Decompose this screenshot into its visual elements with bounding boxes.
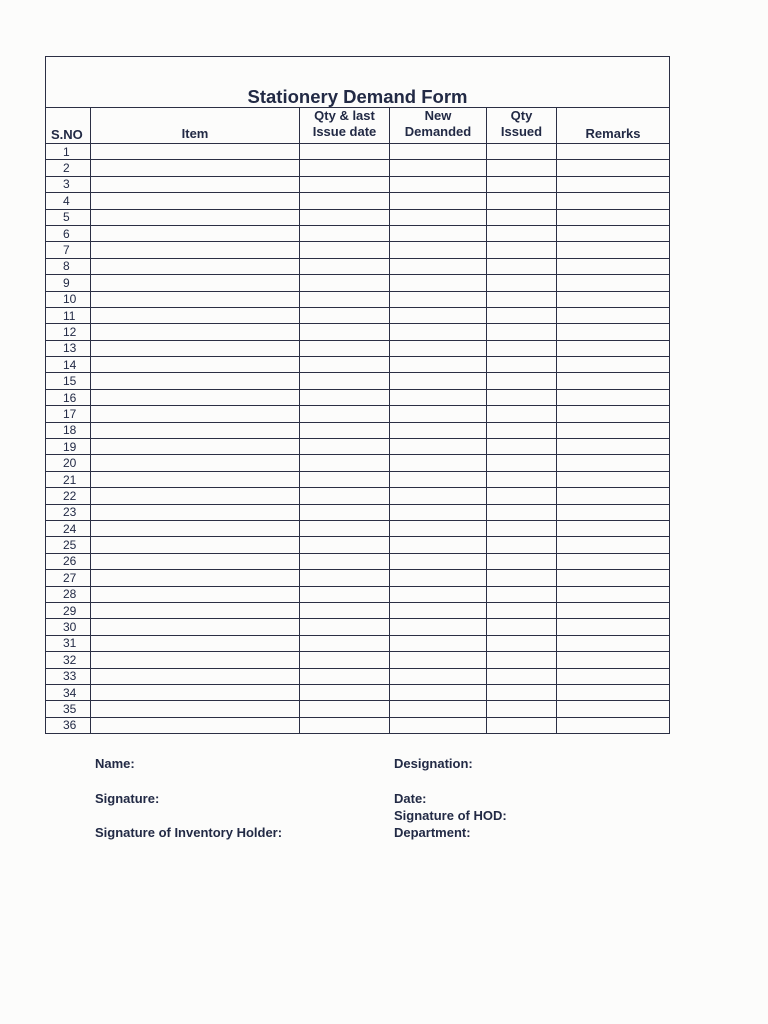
item-cell[interactable] <box>91 439 300 455</box>
table-row <box>46 291 670 307</box>
table-row <box>46 373 670 389</box>
new-demanded-cell[interactable] <box>390 717 487 733</box>
item-cell[interactable] <box>91 373 300 389</box>
item-cell[interactable] <box>91 291 300 307</box>
remarks-cell[interactable] <box>557 570 670 586</box>
table-row <box>46 422 670 438</box>
new-demanded-cell[interactable] <box>390 652 487 668</box>
item-cell[interactable] <box>91 504 300 520</box>
designation-label: Designation: <box>394 756 473 771</box>
new-demanded-cell[interactable] <box>390 209 487 225</box>
qty-issued-cell[interactable] <box>487 275 557 291</box>
qty-issued-cell[interactable] <box>487 324 557 340</box>
item-cell[interactable] <box>91 209 300 225</box>
item-cell[interactable] <box>91 586 300 602</box>
item-cell[interactable] <box>91 537 300 553</box>
new-demanded-cell[interactable] <box>390 160 487 176</box>
qty-issued-cell[interactable] <box>487 701 557 717</box>
item-cell[interactable] <box>91 455 300 471</box>
header-item: Item <box>91 108 300 144</box>
item-cell[interactable] <box>91 406 300 422</box>
qty-last-issue-cell[interactable] <box>300 455 390 471</box>
qty-issued-cell[interactable] <box>487 602 557 618</box>
new-demanded-cell[interactable] <box>390 455 487 471</box>
qty-last-issue-cell[interactable] <box>300 422 390 438</box>
table-row <box>46 406 670 422</box>
table-row <box>46 176 670 192</box>
qty-last-issue-cell[interactable] <box>300 586 390 602</box>
new-demanded-cell[interactable] <box>390 422 487 438</box>
item-cell[interactable] <box>91 717 300 733</box>
qty-last-issue-cell[interactable] <box>300 701 390 717</box>
row-number-cell: 34 <box>46 684 91 700</box>
row-number-cell: 5 <box>46 209 91 225</box>
table-row <box>46 553 670 569</box>
remarks-cell[interactable] <box>557 652 670 668</box>
qty-last-issue-cell[interactable] <box>300 389 390 405</box>
qty-issued-cell[interactable] <box>487 668 557 684</box>
remarks-cell[interactable] <box>557 553 670 569</box>
qty-last-issue-cell[interactable] <box>300 570 390 586</box>
new-demanded-cell[interactable] <box>390 340 487 356</box>
qty-last-issue-cell[interactable] <box>300 357 390 373</box>
remarks-cell[interactable] <box>557 488 670 504</box>
row-number-cell: 26 <box>46 553 91 569</box>
row-number-cell: 23 <box>46 504 91 520</box>
new-demanded-cell[interactable] <box>390 570 487 586</box>
remarks-cell[interactable] <box>557 209 670 225</box>
row-number-cell: 36 <box>46 717 91 733</box>
remarks-cell[interactable] <box>557 406 670 422</box>
row-number-cell: 4 <box>46 193 91 209</box>
remarks-cell[interactable] <box>557 439 670 455</box>
new-demanded-cell[interactable] <box>390 324 487 340</box>
qty-issued-cell[interactable] <box>487 225 557 241</box>
new-demanded-cell[interactable] <box>390 537 487 553</box>
qty-issued-cell[interactable] <box>487 570 557 586</box>
remarks-cell[interactable] <box>557 258 670 274</box>
row-number-cell: 29 <box>46 602 91 618</box>
header-qty-last-line1: Qty & last <box>314 108 375 123</box>
qty-last-issue-cell[interactable] <box>300 225 390 241</box>
header-sno: S.NO <box>46 108 91 144</box>
signature-label: Signature: <box>95 791 160 806</box>
table-row <box>46 652 670 668</box>
new-demanded-cell[interactable] <box>390 193 487 209</box>
row-number-cell: 7 <box>46 242 91 258</box>
table-row <box>46 570 670 586</box>
new-demanded-cell[interactable] <box>390 258 487 274</box>
table-row <box>46 389 670 405</box>
qty-issued-cell[interactable] <box>487 684 557 700</box>
row-number-cell: 13 <box>46 340 91 356</box>
row-number-cell: 18 <box>46 422 91 438</box>
row-number-cell: 12 <box>46 324 91 340</box>
new-demanded-cell[interactable] <box>390 291 487 307</box>
remarks-cell[interactable] <box>557 635 670 651</box>
item-cell[interactable] <box>91 324 300 340</box>
qty-last-issue-cell[interactable] <box>300 340 390 356</box>
department-label: Department: <box>394 825 471 840</box>
table-row <box>46 537 670 553</box>
item-cell[interactable] <box>91 635 300 651</box>
remarks-cell[interactable] <box>557 193 670 209</box>
table-row <box>46 324 670 340</box>
remarks-cell[interactable] <box>557 291 670 307</box>
qty-last-issue-cell[interactable] <box>300 537 390 553</box>
row-number-cell: 31 <box>46 635 91 651</box>
remarks-cell[interactable] <box>557 717 670 733</box>
new-demanded-cell[interactable] <box>390 373 487 389</box>
remarks-cell[interactable] <box>557 340 670 356</box>
item-cell[interactable] <box>91 176 300 192</box>
row-number-cell: 27 <box>46 570 91 586</box>
item-cell[interactable] <box>91 242 300 258</box>
qty-issued-cell[interactable] <box>487 340 557 356</box>
qty-last-issue-cell[interactable] <box>300 684 390 700</box>
qty-issued-cell[interactable] <box>487 586 557 602</box>
new-demanded-cell[interactable] <box>390 668 487 684</box>
table-row <box>46 586 670 602</box>
item-cell[interactable] <box>91 619 300 635</box>
remarks-cell[interactable] <box>557 701 670 717</box>
qty-last-issue-cell[interactable] <box>300 373 390 389</box>
qty-issued-cell[interactable] <box>487 357 557 373</box>
remarks-cell[interactable] <box>557 586 670 602</box>
item-cell[interactable] <box>91 357 300 373</box>
item-cell[interactable] <box>91 701 300 717</box>
new-demanded-cell[interactable] <box>390 144 487 160</box>
qty-last-issue-cell[interactable] <box>300 193 390 209</box>
qty-last-issue-cell[interactable] <box>300 324 390 340</box>
qty-last-issue-cell[interactable] <box>300 291 390 307</box>
table-row <box>46 520 670 536</box>
row-number-cell: 35 <box>46 701 91 717</box>
stationery-demand-table <box>45 56 670 734</box>
row-number-cell: 15 <box>46 373 91 389</box>
remarks-cell[interactable] <box>557 537 670 553</box>
row-number-cell: 11 <box>46 307 91 323</box>
signature-hod-label: Signature of HOD: <box>394 808 507 823</box>
table-row <box>46 619 670 635</box>
qty-issued-cell[interactable] <box>487 209 557 225</box>
remarks-cell[interactable] <box>557 422 670 438</box>
new-demanded-cell[interactable] <box>390 275 487 291</box>
new-demanded-cell[interactable] <box>390 684 487 700</box>
header-qty-last-line2: Issue date <box>312 124 377 139</box>
signature-inventory-holder-label: Signature of Inventory Holder: <box>95 825 283 840</box>
qty-last-issue-cell[interactable] <box>300 307 390 323</box>
qty-last-issue-cell[interactable] <box>300 520 390 536</box>
qty-last-issue-cell[interactable] <box>300 406 390 422</box>
new-demanded-cell[interactable] <box>390 602 487 618</box>
qty-last-issue-cell[interactable] <box>300 258 390 274</box>
qty-issued-cell[interactable] <box>487 160 557 176</box>
new-demanded-cell[interactable] <box>390 307 487 323</box>
qty-last-issue-cell[interactable] <box>300 504 390 520</box>
row-number-cell: 16 <box>46 389 91 405</box>
row-number-cell: 21 <box>46 471 91 487</box>
remarks-cell[interactable] <box>557 324 670 340</box>
remarks-cell[interactable] <box>557 471 670 487</box>
remarks-cell[interactable] <box>557 307 670 323</box>
qty-issued-cell[interactable] <box>487 471 557 487</box>
table-row <box>46 602 670 618</box>
qty-issued-cell[interactable] <box>487 307 557 323</box>
qty-last-issue-cell[interactable] <box>300 242 390 258</box>
remarks-cell[interactable] <box>557 389 670 405</box>
item-cell[interactable] <box>91 553 300 569</box>
qty-last-issue-cell[interactable] <box>300 717 390 733</box>
remarks-cell[interactable] <box>557 520 670 536</box>
qty-issued-cell[interactable] <box>487 520 557 536</box>
qty-last-issue-cell[interactable] <box>300 471 390 487</box>
new-demanded-cell[interactable] <box>390 553 487 569</box>
qty-issued-cell[interactable] <box>487 193 557 209</box>
remarks-cell[interactable] <box>557 684 670 700</box>
item-cell[interactable] <box>91 422 300 438</box>
qty-last-issue-cell[interactable] <box>300 144 390 160</box>
qty-last-issue-cell[interactable] <box>300 619 390 635</box>
new-demanded-cell[interactable] <box>390 389 487 405</box>
item-cell[interactable] <box>91 488 300 504</box>
header-qty-last-issue <box>300 108 390 144</box>
qty-issued-cell[interactable] <box>487 537 557 553</box>
remarks-cell[interactable] <box>557 160 670 176</box>
qty-last-issue-cell[interactable] <box>300 553 390 569</box>
table-body <box>46 144 670 734</box>
table-row <box>46 275 670 291</box>
item-cell[interactable] <box>91 340 300 356</box>
row-number-cell: 20 <box>46 455 91 471</box>
qty-issued-cell[interactable] <box>487 504 557 520</box>
row-number-cell: 28 <box>46 586 91 602</box>
new-demanded-cell[interactable] <box>390 701 487 717</box>
item-cell[interactable] <box>91 652 300 668</box>
item-cell[interactable] <box>91 275 300 291</box>
table-row <box>46 307 670 323</box>
new-demanded-cell[interactable] <box>390 488 487 504</box>
table-row <box>46 258 670 274</box>
table-row <box>46 225 670 241</box>
new-demanded-cell[interactable] <box>390 242 487 258</box>
item-cell[interactable] <box>91 668 300 684</box>
remarks-cell[interactable] <box>557 619 670 635</box>
new-demanded-cell[interactable] <box>390 176 487 192</box>
item-cell[interactable] <box>91 602 300 618</box>
qty-issued-cell[interactable] <box>487 553 557 569</box>
table-row <box>46 684 670 700</box>
row-number-cell: 14 <box>46 357 91 373</box>
table-row <box>46 717 670 733</box>
item-cell[interactable] <box>91 389 300 405</box>
new-demanded-cell[interactable] <box>390 635 487 651</box>
item-cell[interactable] <box>91 258 300 274</box>
qty-issued-cell[interactable] <box>487 258 557 274</box>
qty-issued-cell[interactable] <box>487 176 557 192</box>
remarks-cell[interactable] <box>557 602 670 618</box>
remarks-cell[interactable] <box>557 176 670 192</box>
qty-issued-cell[interactable] <box>487 635 557 651</box>
item-cell[interactable] <box>91 684 300 700</box>
row-number-cell: 9 <box>46 275 91 291</box>
qty-issued-cell[interactable] <box>487 422 557 438</box>
qty-issued-cell[interactable] <box>487 144 557 160</box>
row-number-cell: 25 <box>46 537 91 553</box>
name-label: Name: <box>95 756 135 771</box>
qty-last-issue-cell[interactable] <box>300 635 390 651</box>
table-row <box>46 340 670 356</box>
table-row <box>46 144 670 160</box>
row-number-cell: 2 <box>46 160 91 176</box>
remarks-cell[interactable] <box>557 225 670 241</box>
header-new-line2: Demanded <box>404 124 472 139</box>
remarks-cell[interactable] <box>557 455 670 471</box>
remarks-cell[interactable] <box>557 275 670 291</box>
form-title: Stationery Demand Form <box>247 86 468 107</box>
header-new-line1: New <box>424 108 452 123</box>
title-row <box>46 57 670 108</box>
new-demanded-cell[interactable] <box>390 225 487 241</box>
new-demanded-cell[interactable] <box>390 357 487 373</box>
row-number-cell: 24 <box>46 520 91 536</box>
remarks-cell[interactable] <box>557 668 670 684</box>
table-row <box>46 635 670 651</box>
header-issued-line2: Issued <box>500 124 543 139</box>
qty-issued-cell[interactable] <box>487 291 557 307</box>
item-cell[interactable] <box>91 307 300 323</box>
qty-issued-cell[interactable] <box>487 406 557 422</box>
row-number-cell: 3 <box>46 176 91 192</box>
qty-issued-cell[interactable] <box>487 652 557 668</box>
qty-last-issue-cell[interactable] <box>300 275 390 291</box>
header-new-demanded <box>390 108 487 144</box>
table-row <box>46 488 670 504</box>
new-demanded-cell[interactable] <box>390 471 487 487</box>
table-row <box>46 701 670 717</box>
row-number-cell: 17 <box>46 406 91 422</box>
qty-issued-cell[interactable] <box>487 439 557 455</box>
qty-issued-cell[interactable] <box>487 389 557 405</box>
header-issued-line1: Qty <box>510 108 533 123</box>
item-cell[interactable] <box>91 520 300 536</box>
new-demanded-cell[interactable] <box>390 586 487 602</box>
item-cell[interactable] <box>91 193 300 209</box>
row-number-cell: 1 <box>46 144 91 160</box>
remarks-cell[interactable] <box>557 504 670 520</box>
table-row <box>46 471 670 487</box>
item-cell[interactable] <box>91 144 300 160</box>
qty-issued-cell[interactable] <box>487 242 557 258</box>
new-demanded-cell[interactable] <box>390 619 487 635</box>
table-row <box>46 504 670 520</box>
remarks-cell[interactable] <box>557 373 670 389</box>
new-demanded-cell[interactable] <box>390 504 487 520</box>
qty-issued-cell[interactable] <box>487 717 557 733</box>
remarks-cell[interactable] <box>557 242 670 258</box>
row-number-cell: 32 <box>46 652 91 668</box>
item-cell[interactable] <box>91 471 300 487</box>
form-title-cell <box>46 57 670 108</box>
header-qty-issued <box>487 108 557 144</box>
table-row <box>46 193 670 209</box>
new-demanded-cell[interactable] <box>390 520 487 536</box>
row-number-cell: 22 <box>46 488 91 504</box>
qty-issued-cell[interactable] <box>487 619 557 635</box>
row-number-cell: 30 <box>46 619 91 635</box>
table-row <box>46 439 670 455</box>
table-row <box>46 160 670 176</box>
row-number-cell: 10 <box>46 291 91 307</box>
qty-last-issue-cell[interactable] <box>300 488 390 504</box>
qty-last-issue-cell[interactable] <box>300 439 390 455</box>
item-cell[interactable] <box>91 570 300 586</box>
table-row <box>46 668 670 684</box>
qty-issued-cell[interactable] <box>487 373 557 389</box>
table-row <box>46 209 670 225</box>
row-number-cell: 19 <box>46 439 91 455</box>
new-demanded-cell[interactable] <box>390 406 487 422</box>
new-demanded-cell[interactable] <box>390 439 487 455</box>
qty-last-issue-cell[interactable] <box>300 652 390 668</box>
remarks-cell[interactable] <box>557 144 670 160</box>
qty-issued-cell[interactable] <box>487 455 557 471</box>
qty-last-issue-cell[interactable] <box>300 209 390 225</box>
row-number-cell: 6 <box>46 225 91 241</box>
date-label: Date: <box>394 791 427 806</box>
table-row <box>46 455 670 471</box>
header-row <box>46 108 670 144</box>
row-number-cell: 8 <box>46 258 91 274</box>
qty-issued-cell[interactable] <box>487 488 557 504</box>
item-cell[interactable] <box>91 225 300 241</box>
table-row <box>46 242 670 258</box>
item-cell[interactable] <box>91 160 300 176</box>
table-row <box>46 357 670 373</box>
qty-last-issue-cell[interactable] <box>300 176 390 192</box>
header-remarks: Remarks <box>557 108 670 144</box>
remarks-cell[interactable] <box>557 357 670 373</box>
row-number-cell: 33 <box>46 668 91 684</box>
qty-last-issue-cell[interactable] <box>300 602 390 618</box>
qty-last-issue-cell[interactable] <box>300 160 390 176</box>
qty-last-issue-cell[interactable] <box>300 668 390 684</box>
